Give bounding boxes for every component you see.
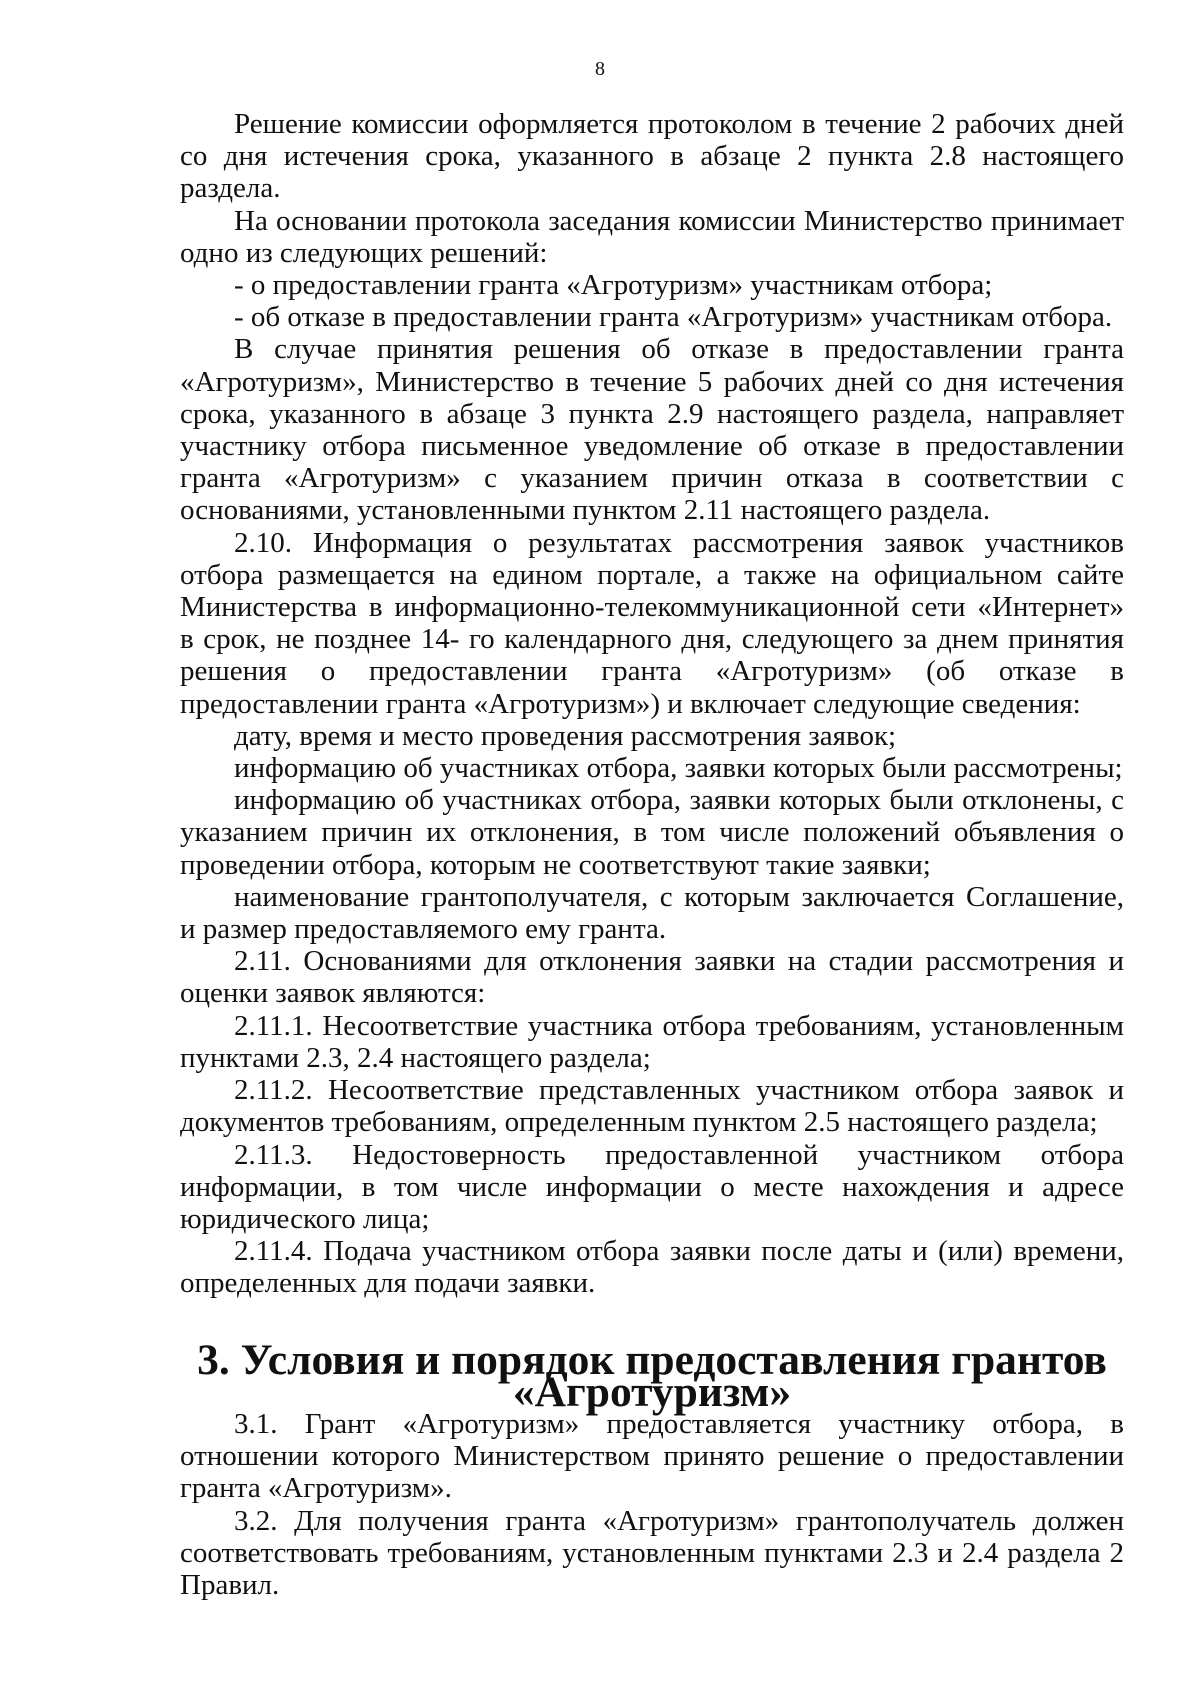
paragraph-2-11-2: 2.11.2. Несоответствие представленных участником отбора заявок и документов требованиям, определенным пунктом 2.5 настоящего раздела;	[180, 1074, 1124, 1139]
paragraph-grantee-name: наименование грантополучателя, с которым заключается Соглашение, и размер предоставляемого ему гранта.	[180, 880, 1124, 946]
paragraph-2-11-3: 2.11.3. Недостоверность предоставленной участником отбора информации, в том числе информации о месте нахождения и адресе юридического лица;	[180, 1138, 1124, 1235]
paragraph-2-10: 2.10. Информация о результатах рассмотрения заявок участников отбора размещается на едином портале, а также на официальном сайте Министерства в информационно-телекоммуникационной сети «Интернет» в срок, не позднее 14- го календарного дня, следующего за днем принятия решения о предоставлении гранта «Агротуризм» (об отказе в предоставлении гранта «Агротуризм») и включает следующие сведения:	[180, 526, 1124, 720]
paragraph-3-2: 3.2. Для получения гранта «Агротуризм» грантополучатель должен соответствовать требованиям, установленным пунктами 2.3 и 2.4 раздела 2 Правил.	[180, 1504, 1124, 1601]
paragraph-rejected-participants: информацию об участниках отбора, заявки которых были отклонены, с указанием причин их отклонения, в том числе положений объявления о проведении отбора, которым не соответствуют такие заявки;	[180, 784, 1124, 881]
paragraph-2-11: 2.11. Основаниями для отклонения заявки на стадии рассмотрения и оценки заявок являются:	[180, 945, 1124, 1010]
paragraph-2-11-1: 2.11.1. Несоответствие участника отбора требованиям, установленным пунктами 2.3, 2.4 настоящего раздела;	[180, 1009, 1124, 1074]
paragraph-refusal-notice: В случае принятия решения об отказе в предоставлении гранта «Агротуризм», Министерство в течение 5 рабочих дней со дня истечения срока, указанного в абзаце 3 пункта 2.9 настоящего раздела, направляет участнику отбора письменное уведомление об отказе в предоставлении гранта «Агротуризм» с указанием причин отказа в соответствии с основаниями, установленными пунктом 2.11 настоящего раздела.	[180, 333, 1124, 527]
list-item-date-time-place: дату, время и место проведения рассмотрения заявок;	[234, 719, 897, 752]
list-item-grant-refusal: - об отказе в предоставлении гранта «Агротуризм» участникам отбора.	[234, 301, 1113, 334]
paragraph-3-1: 3.1. Грант «Агротуризм» предоставляется участнику отбора, в отношении которого Министерством принято решение о предоставлении гранта «Агротуризм».	[180, 1407, 1124, 1505]
section-heading-3: 3. Условия и порядок предоставления грантов «Агротуризм»	[197, 1335, 1107, 1416]
page-number: 8	[595, 58, 605, 80]
paragraph-ministry-decisions: На основании протокола заседания комиссии Министерство принимает одно из следующих решений:	[180, 204, 1124, 269]
list-item-grant-approval: - о предоставлении гранта «Агротуризм» участникам отбора;	[234, 269, 993, 302]
paragraph-commission-protocol: Решение комиссии оформляется протоколом в течение 2 рабочих дней со дня истечения срока, указанного в абзаце 2 пункта 2.8 настоящего раздела.	[180, 108, 1124, 205]
list-item-reviewed-participants: информацию об участниках отбора, заявки которых были рассмотрены;	[234, 752, 1123, 785]
document-body	[180, 108, 1124, 1601]
paragraph-2-11-4: 2.11.4. Подача участником отбора заявки после даты и (или) времени, определенных для подачи заявки.	[180, 1235, 1124, 1300]
